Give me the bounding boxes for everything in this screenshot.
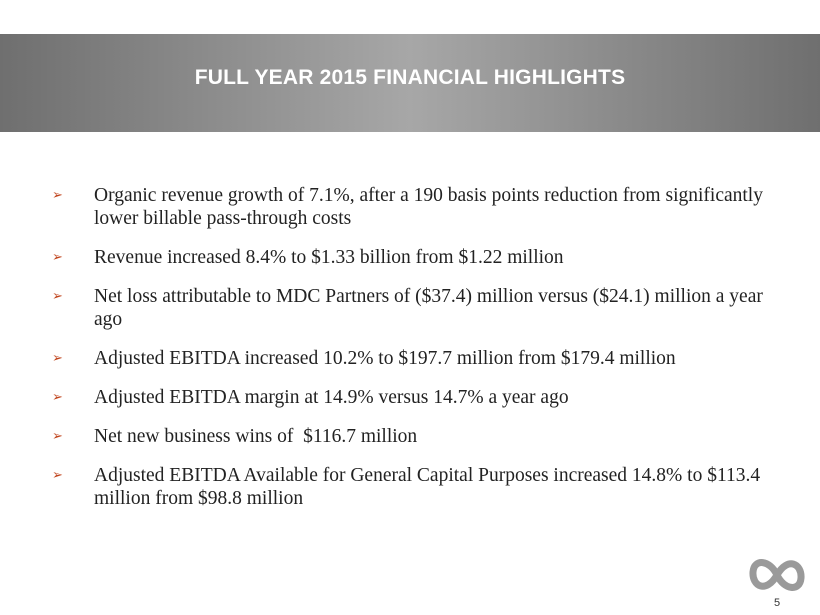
list-item	[50, 425, 770, 448]
list-item	[50, 464, 770, 510]
highlights-list	[50, 184, 770, 526]
page-number: 5	[774, 597, 781, 609]
arrow-bullet-icon: ➢	[52, 429, 63, 444]
arrow-bullet-icon: ➢	[52, 188, 63, 203]
list-item	[50, 285, 770, 331]
list-item	[50, 246, 770, 269]
bullet-text: Net loss attributable to MDC Partners of ($37.4) million versus ($24.1) million a year ago	[94, 286, 763, 330]
bullet-text: Revenue increased 8.4% to $1.33 billion from $1.22 million	[94, 247, 564, 268]
bullet-text: Adjusted EBITDA margin at 14.9% versus 14.7% a year ago	[94, 387, 569, 408]
slide-title: FULL YEAR 2015 FINANCIAL HIGHLIGHTS	[194, 66, 626, 89]
list-item	[50, 347, 770, 370]
arrow-bullet-icon: ➢	[52, 390, 63, 405]
title-bar	[0, 34, 820, 132]
list-item	[50, 184, 770, 230]
infinity-logo-icon	[748, 552, 806, 598]
arrow-bullet-icon: ➢	[52, 468, 63, 483]
bullet-text: Adjusted EBITDA increased 10.2% to $197.7 million from $179.4 million	[94, 348, 676, 369]
list-item	[50, 386, 770, 409]
bullet-text: Organic revenue growth of 7.1%, after a 190 basis points reduction from significantly lower billable pass-through costs	[94, 185, 763, 229]
bullet-text: Adjusted EBITDA Available for General Capital Purposes increased 14.8% to $113.4 million from $98.8 million	[94, 465, 761, 509]
arrow-bullet-icon: ➢	[52, 289, 63, 304]
arrow-bullet-icon: ➢	[52, 351, 63, 366]
bullet-text: Net new business wins of $116.7 million	[94, 426, 418, 447]
arrow-bullet-icon: ➢	[52, 250, 63, 265]
